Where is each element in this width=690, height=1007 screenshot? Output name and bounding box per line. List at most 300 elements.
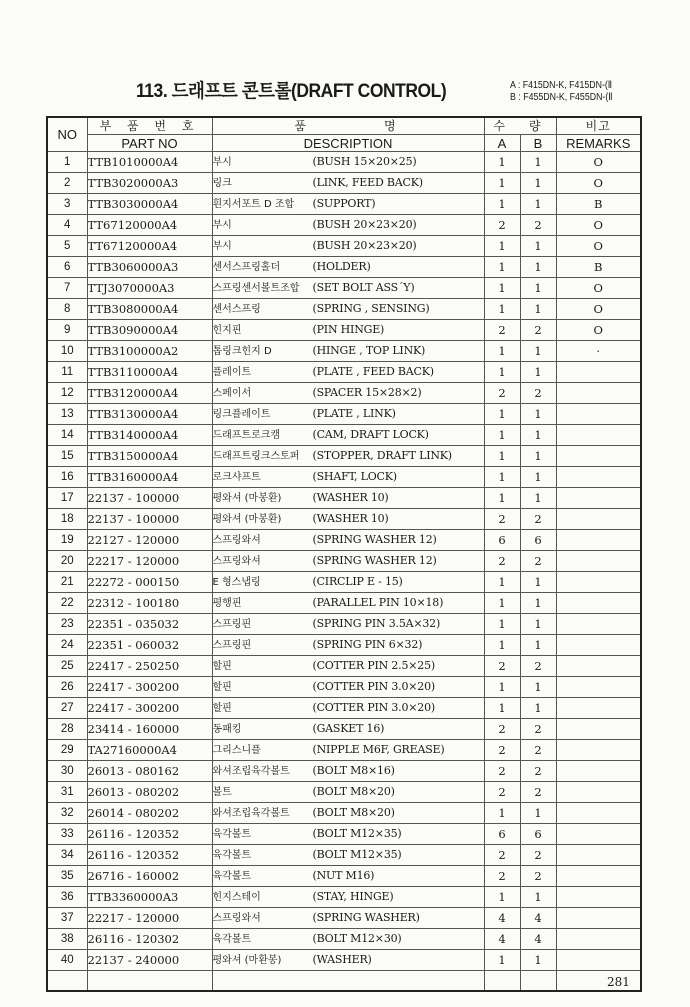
part-number: TT67120000A4 [87,215,212,236]
header-qty-a: A [484,135,520,152]
qty-a: 2 [484,215,520,236]
remarks [556,446,641,467]
qty-a: 1 [484,467,520,488]
description [212,383,484,404]
qty-a: 1 [484,803,520,824]
description [212,341,484,362]
description-en: (BUSH 15×20×25) [312,155,417,168]
qty-b: 2 [520,656,556,677]
part-number: 22217 - 120000 [87,908,212,929]
qty-b: 2 [520,761,556,782]
description-en: (PIN HINGE) [312,323,385,336]
qty-a: 1 [484,194,520,215]
description [212,719,484,740]
description [212,446,484,467]
row-no: 17 [47,488,87,509]
description-kr: 힌지핀 [212,325,242,336]
table-row [47,698,641,719]
qty-b: 1 [520,236,556,257]
row-no: 37 [47,908,87,929]
row-no: 19 [47,530,87,551]
header-desc-kr: 품 명 [294,119,402,133]
table-body [47,152,641,991]
description [212,593,484,614]
description-en: (HOLDER) [312,260,371,273]
table-row [47,446,641,467]
table-row [47,551,641,572]
page-number: 281 [607,975,630,989]
description-kr: 링크 [212,178,232,189]
header-qty-b: B [520,135,556,152]
table-row [47,173,641,194]
row-no: 15 [47,446,87,467]
table-row [47,677,641,698]
remarks: O [556,173,641,194]
part-number: 22351 - 060032 [87,635,212,656]
description-en: (SPACER 15×28×2) [312,386,422,399]
row-no: 5 [47,236,87,257]
qty-b: 1 [520,593,556,614]
empty-row [47,971,641,991]
remarks [556,656,641,677]
part-number: 26116 - 120352 [87,845,212,866]
qty-b: 4 [520,908,556,929]
empty-cell [484,971,520,991]
qty-b: 1 [520,152,556,173]
row-no: 31 [47,782,87,803]
description-kr: 톱링크힌지 D [212,346,272,357]
empty-cell [47,971,87,991]
qty-b: 1 [520,488,556,509]
table-row [47,803,641,824]
description [212,803,484,824]
header-desc-en: DESCRIPTION [212,135,484,152]
description [212,236,484,257]
qty-b: 2 [520,215,556,236]
table-row [47,845,641,866]
description-kr: 그리스니플 [212,745,261,756]
header-part-en: PART NO [87,135,212,152]
row-no: 11 [47,362,87,383]
description-kr: 스프링핀 [212,619,252,630]
table-row [47,761,641,782]
description-en: (PLATE , FEED BACK) [312,365,434,378]
qty-b: 2 [520,845,556,866]
row-no: 27 [47,698,87,719]
qty-b: 4 [520,929,556,950]
qty-a: 1 [484,278,520,299]
qty-a: 1 [484,614,520,635]
page-title: 113. 드래프트 콘트롤(DRAFT CONTROL) [136,81,447,102]
description-kr: 동패킹 [212,724,242,735]
qty-a: 1 [484,635,520,656]
qty-a: 4 [484,929,520,950]
description [212,887,484,908]
row-no: 14 [47,425,87,446]
qty-b: 1 [520,446,556,467]
table-row [47,950,641,971]
description-en: (STOPPER, DRAFT LINK) [312,449,452,462]
description-en: (COTTER PIN 3.0×20) [312,701,435,714]
part-number: TTB3130000A4 [87,404,212,425]
description [212,929,484,950]
qty-b: 2 [520,866,556,887]
qty-b: 1 [520,341,556,362]
description [212,278,484,299]
table-row [47,425,641,446]
description-kr: 평와셔 (마환봉) [212,955,282,966]
table-row [47,509,641,530]
qty-a: 1 [484,257,520,278]
part-number: 22272 - 000150 [87,572,212,593]
qty-a: 1 [484,341,520,362]
description-en: (SPRING WASHER) [312,911,420,924]
remarks [556,782,641,803]
qty-b: 1 [520,950,556,971]
part-number: TTB3140000A4 [87,425,212,446]
description-en: (GASKET 16) [312,722,385,735]
part-number: 22417 - 300200 [87,698,212,719]
row-no: 2 [47,173,87,194]
part-number: 26716 - 160002 [87,866,212,887]
description-kr: 링크플레이트 [212,409,271,420]
description-kr: 와셔조립육각볼트 [212,808,290,819]
table-row [47,614,641,635]
part-number: TTB3160000A4 [87,467,212,488]
description-en: (SET BOLT ASS´Y) [312,281,415,294]
description-kr: 플레이트 [212,367,252,378]
row-no: 9 [47,320,87,341]
description [212,782,484,803]
remarks [556,467,641,488]
part-number: 26013 - 080202 [87,782,212,803]
table-row [47,383,641,404]
qty-a: 1 [484,425,520,446]
empty-cell [520,971,556,991]
qty-a: 1 [484,236,520,257]
table-row [47,278,641,299]
qty-a: 2 [484,383,520,404]
header-remarks-en: REMARKS [556,135,641,152]
part-number: TTB3100000A2 [87,341,212,362]
description-kr: 할핀 [212,661,232,672]
qty-b: 1 [520,299,556,320]
qty-a: 2 [484,845,520,866]
remarks: O [556,320,641,341]
qty-a: 4 [484,908,520,929]
table-row [47,488,641,509]
description [212,698,484,719]
row-no: 13 [47,404,87,425]
part-number: 22351 - 035032 [87,614,212,635]
parts-table [46,116,642,992]
description-en: (BUSH 20×23×20) [312,239,417,252]
remarks: O [556,236,641,257]
table-row [47,656,641,677]
row-no: 24 [47,635,87,656]
qty-b: 1 [520,698,556,719]
description-en: (BUSH 20×23×20) [312,218,417,231]
part-number: 22127 - 120000 [87,530,212,551]
row-no: 18 [47,509,87,530]
qty-a: 2 [484,551,520,572]
remarks: O [556,278,641,299]
qty-b: 1 [520,425,556,446]
remarks [556,887,641,908]
remarks: · [556,341,641,362]
description-kr: 스프링와셔 [212,556,261,567]
table-row [47,467,641,488]
description-kr: 육각볼트 [212,850,252,861]
table-row [47,635,641,656]
remarks [556,908,641,929]
part-number: TTB3150000A4 [87,446,212,467]
table-row [47,320,641,341]
qty-a: 1 [484,404,520,425]
description-en: (NUT M16) [312,869,375,882]
header-no: NO [47,117,87,152]
description [212,425,484,446]
header-remarks-kr: 비고 [585,119,611,133]
qty-b: 1 [520,362,556,383]
description [212,740,484,761]
description [212,173,484,194]
part-number: TTB3080000A4 [87,299,212,320]
description-kr: 평행핀 [212,598,242,609]
row-no: 25 [47,656,87,677]
model-a: A : F415DN-K, F415DN-(Ⅱ [510,80,613,91]
empty-cell [212,971,484,991]
part-number: 22137 - 240000 [87,950,212,971]
row-no: 29 [47,740,87,761]
qty-a: 1 [484,362,520,383]
qty-b: 1 [520,614,556,635]
row-no: 23 [47,614,87,635]
description-en: (SHAFT, LOCK) [312,470,397,483]
description-en: (COTTER PIN 3.0×20) [312,680,435,693]
qty-a: 1 [484,887,520,908]
description-en: (WASHER 10) [312,512,389,525]
description [212,404,484,425]
remarks [556,425,641,446]
qty-b: 2 [520,719,556,740]
row-no: 32 [47,803,87,824]
table-row [47,194,641,215]
description-kr: 할핀 [212,703,232,714]
remarks [556,824,641,845]
part-number: TTB1010000A4 [87,152,212,173]
remarks [556,740,641,761]
qty-a: 6 [484,824,520,845]
row-no: 7 [47,278,87,299]
remarks [556,383,641,404]
table-row [47,740,641,761]
table-row [47,908,641,929]
row-no: 20 [47,551,87,572]
description-kr: 흰지서포트 D 조합 [212,199,295,210]
qty-b: 2 [520,740,556,761]
description [212,656,484,677]
remarks [556,845,641,866]
description-en: (BOLT M12×35) [312,848,402,861]
row-no: 35 [47,866,87,887]
row-no: 22 [47,593,87,614]
part-number: TTB3020000A3 [87,173,212,194]
description-en: (NIPPLE M6F, GREASE) [312,743,445,756]
part-number: TTB3060000A3 [87,257,212,278]
remarks [556,593,641,614]
qty-a: 1 [484,593,520,614]
description [212,845,484,866]
description-en: (STAY, HINGE) [312,890,394,903]
part-number: TTB3120000A4 [87,383,212,404]
description-en: (SPRING WASHER 12) [312,554,437,567]
row-no: 4 [47,215,87,236]
description [212,467,484,488]
qty-b: 2 [520,782,556,803]
description-en: (LINK, FEED BACK) [312,176,423,189]
description-kr: 부시 [212,220,232,231]
table-row [47,530,641,551]
table-row [47,572,641,593]
remarks [556,572,641,593]
qty-a: 1 [484,698,520,719]
remarks [556,761,641,782]
description-en: (SPRING PIN 6×32) [312,638,423,651]
model-legend [510,80,613,104]
description [212,950,484,971]
table-row [47,215,641,236]
part-number: 26013 - 080162 [87,761,212,782]
description-en: (CIRCLIP E - 15) [312,575,403,588]
description [212,530,484,551]
qty-b: 2 [520,383,556,404]
part-number: TTB3030000A4 [87,194,212,215]
row-no: 8 [47,299,87,320]
row-no: 38 [47,929,87,950]
description [212,614,484,635]
description-kr: 로크샤프트 [212,472,261,483]
remarks [556,404,641,425]
table-row [47,824,641,845]
description [212,572,484,593]
description-kr: 스프링핀 [212,640,252,651]
description [212,677,484,698]
table-row [47,593,641,614]
description [212,908,484,929]
part-number: TTJ3070000A3 [87,278,212,299]
remarks [556,614,641,635]
description-en: (COTTER PIN 2.5×25) [312,659,435,672]
description-en: (PLATE , LINK) [312,407,396,420]
part-number: TT67120000A4 [87,236,212,257]
description [212,152,484,173]
row-no: 1 [47,152,87,173]
remarks [556,488,641,509]
remarks: B [556,194,641,215]
model-b: B : F455DN-K, F455DN-(Ⅱ [510,92,613,103]
description-kr: 육각볼트 [212,934,252,945]
description-kr: 스프링센서볼트조합 [212,283,300,294]
description-kr: 스페이서 [212,388,252,399]
header-qty-kr: 수 량 [493,119,547,133]
empty-cell [87,971,212,991]
description-kr: 센서스프링홀더 [212,262,281,273]
remarks [556,719,641,740]
table-row [47,719,641,740]
qty-b: 1 [520,278,556,299]
table-row [47,341,641,362]
part-number: 26116 - 120302 [87,929,212,950]
row-no: 26 [47,677,87,698]
description-kr: 평와셔 (마봉환) [212,493,282,504]
remarks [556,698,641,719]
remarks [556,530,641,551]
table-row [47,299,641,320]
part-number: 22312 - 100180 [87,593,212,614]
description-en: (SPRING WASHER 12) [312,533,437,546]
part-number: TTB3360000A3 [87,887,212,908]
qty-b: 1 [520,635,556,656]
part-number: 22417 - 250250 [87,656,212,677]
remarks: O [556,299,641,320]
qty-a: 1 [484,173,520,194]
remarks: O [556,215,641,236]
table-row [47,362,641,383]
description [212,257,484,278]
description [212,215,484,236]
row-no: 16 [47,467,87,488]
description [212,320,484,341]
description-kr: 할핀 [212,682,232,693]
qty-a: 1 [484,488,520,509]
remarks [556,551,641,572]
description-en: (SPRING PIN 3.5A×32) [312,617,441,630]
qty-a: 2 [484,866,520,887]
description [212,551,484,572]
description [212,761,484,782]
qty-b: 1 [520,803,556,824]
remarks [556,635,641,656]
remarks [556,866,641,887]
description [212,194,484,215]
part-number: TTB3110000A4 [87,362,212,383]
description-kr: 육각볼트 [212,871,252,882]
table-row [47,929,641,950]
row-no: 10 [47,341,87,362]
qty-a: 1 [484,950,520,971]
description-en: (HINGE , TOP LINK) [312,344,426,357]
qty-a: 1 [484,152,520,173]
description-en: (WASHER) [312,953,372,966]
qty-a: 1 [484,677,520,698]
remarks [556,509,641,530]
table-row [47,866,641,887]
qty-a: 1 [484,572,520,593]
remarks [556,950,641,971]
row-no: 12 [47,383,87,404]
table-row [47,236,641,257]
description-kr: 부시 [212,157,232,168]
qty-a: 2 [484,320,520,341]
part-number: 23414 - 160000 [87,719,212,740]
row-no: 21 [47,572,87,593]
qty-b: 2 [520,509,556,530]
description-en: (BOLT M12×30) [312,932,402,945]
qty-a: 2 [484,509,520,530]
qty-b: 6 [520,530,556,551]
table-row [47,152,641,173]
